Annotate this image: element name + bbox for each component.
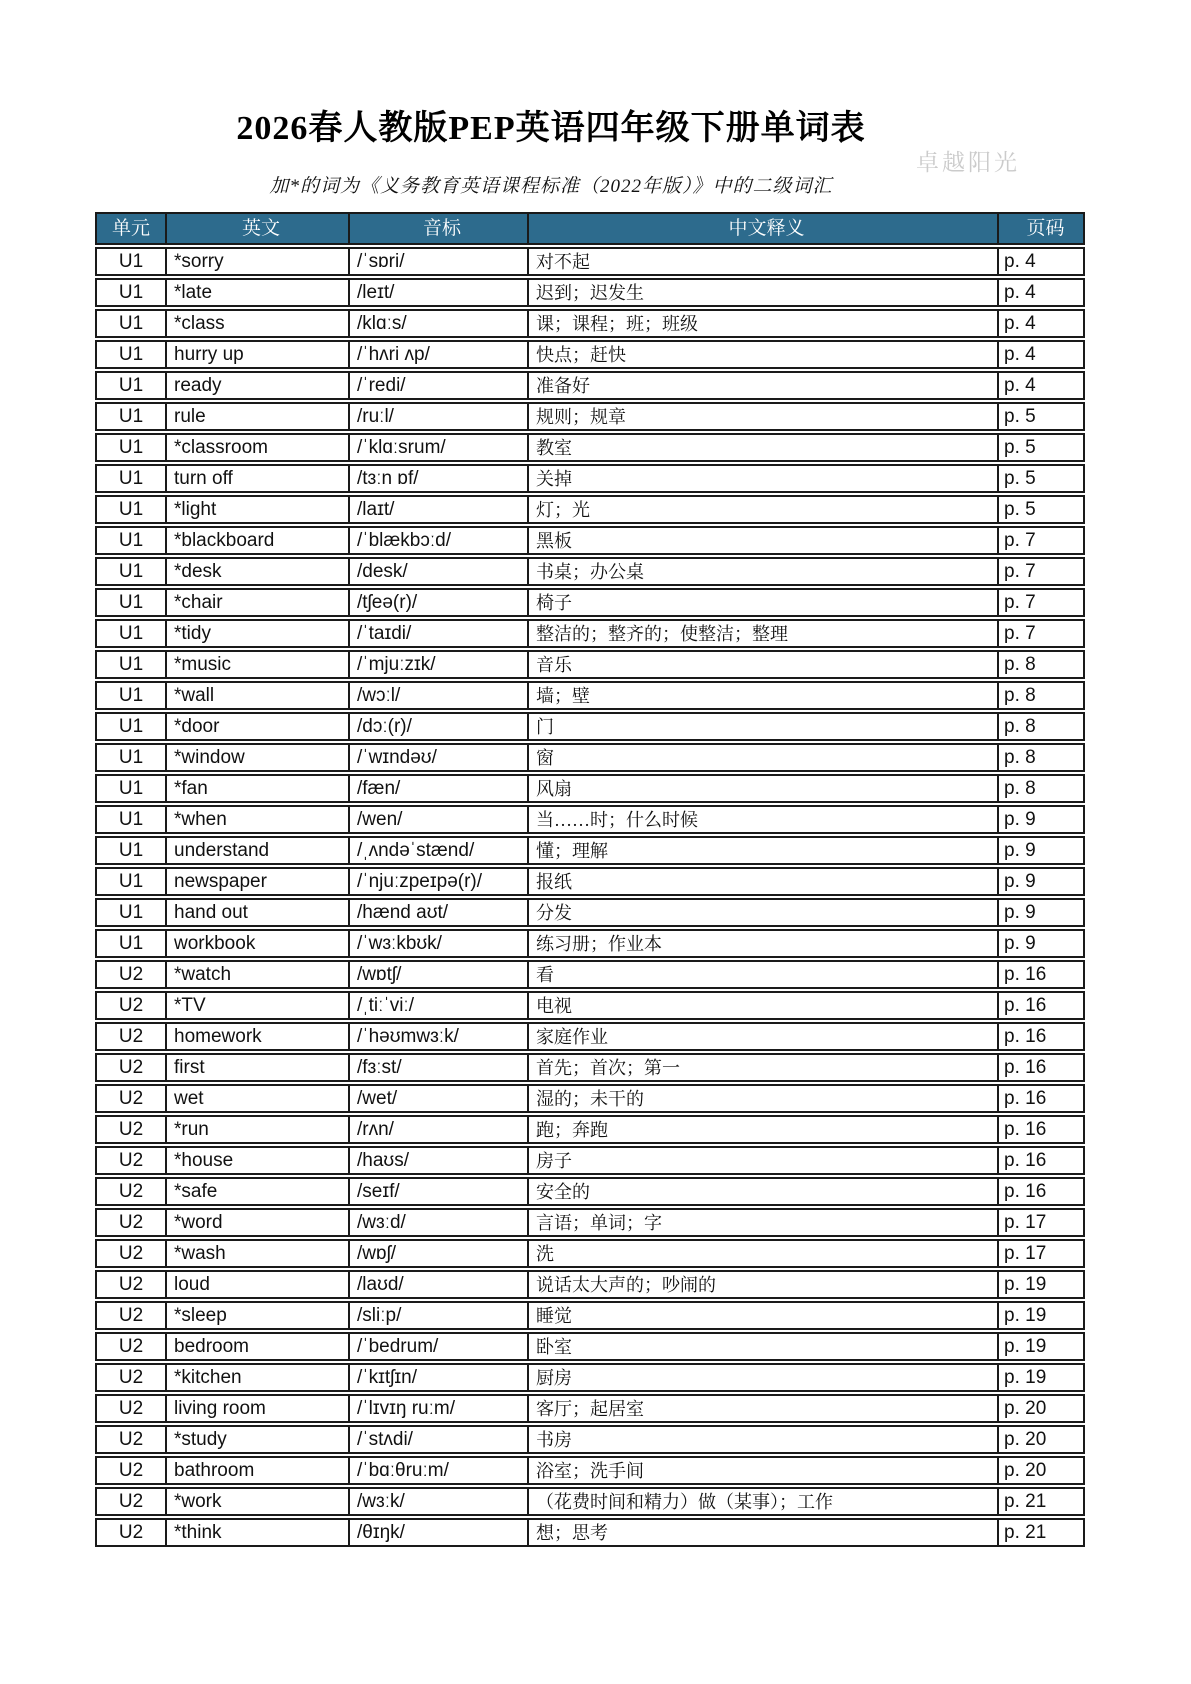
- cell-meaning: 洗: [529, 1241, 999, 1266]
- cell-unit: U2: [97, 1396, 167, 1421]
- cell-english: wet: [167, 1086, 350, 1111]
- cell-meaning: 准备好: [529, 373, 999, 398]
- table-row: [95, 495, 1085, 524]
- cell-unit: U1: [97, 807, 167, 832]
- cell-unit: U1: [97, 435, 167, 460]
- cell-english: *fan: [167, 776, 350, 801]
- table-row: [95, 1363, 1085, 1392]
- cell-english: loud: [167, 1272, 350, 1297]
- cell-english: *classroom: [167, 435, 350, 460]
- cell-unit: U2: [97, 1148, 167, 1173]
- cell-english: *word: [167, 1210, 350, 1235]
- cell-page: p. 7: [1004, 592, 1036, 613]
- cell-page: p. 9: [1004, 840, 1036, 861]
- cell-phonetic: /ˈhəʊmwɜːk/: [350, 1024, 529, 1049]
- cell-page: p. 5: [1004, 437, 1036, 458]
- cell-english: *door: [167, 714, 350, 739]
- cell-page: p. 20: [1004, 1398, 1047, 1419]
- cell-english: *run: [167, 1117, 350, 1142]
- cell-phonetic: /leɪt/: [350, 280, 529, 305]
- cell-unit: U1: [97, 373, 167, 398]
- cell-phonetic: /tɜːn ɒf/: [350, 466, 529, 491]
- column-header-meaning: 中文释义: [529, 214, 999, 243]
- table-row: [95, 1456, 1085, 1485]
- table-row: [95, 1208, 1085, 1237]
- cell-english: *study: [167, 1427, 350, 1452]
- cell-meaning: 电视: [529, 993, 999, 1018]
- cell-page: p. 7: [1004, 530, 1036, 551]
- table-row: [95, 960, 1085, 989]
- cell-unit: U1: [97, 249, 167, 274]
- cell-page: p. 17: [1004, 1212, 1047, 1233]
- cell-english: *tidy: [167, 621, 350, 646]
- cell-unit: U2: [97, 1489, 167, 1514]
- cell-meaning: 懂；理解: [529, 838, 999, 863]
- cell-phonetic: /haʊs/: [350, 1148, 529, 1173]
- table-row: [95, 743, 1085, 772]
- cell-unit: U1: [97, 466, 167, 491]
- cell-english: *think: [167, 1520, 350, 1545]
- cell-phonetic: /desk/: [350, 559, 529, 584]
- cell-meaning: 浴室；洗手间: [529, 1458, 999, 1483]
- table-row: [95, 1425, 1085, 1454]
- cell-phonetic: /ˈtaɪdi/: [350, 621, 529, 646]
- cell-unit: U2: [97, 1117, 167, 1142]
- cell-page: p. 16: [1004, 1088, 1047, 1109]
- cell-english: *TV: [167, 993, 350, 1018]
- cell-phonetic: /ˈwɜːkbʊk/: [350, 931, 529, 956]
- vocabulary-table: [95, 212, 1085, 1549]
- cell-english: *wall: [167, 683, 350, 708]
- cell-meaning: 看: [529, 962, 999, 987]
- cell-meaning: 卧室: [529, 1334, 999, 1359]
- cell-english: *sorry: [167, 249, 350, 274]
- cell-page: p. 9: [1004, 871, 1036, 892]
- cell-english: *when: [167, 807, 350, 832]
- cell-unit: U2: [97, 1055, 167, 1080]
- cell-phonetic: /wet/: [350, 1086, 529, 1111]
- table-row: [95, 619, 1085, 648]
- cell-phonetic: /ˈstʌdi/: [350, 1427, 529, 1452]
- cell-meaning: 教室: [529, 435, 999, 460]
- cell-unit: U2: [97, 1179, 167, 1204]
- table-row: [95, 774, 1085, 803]
- cell-english: first: [167, 1055, 350, 1080]
- table-row: [95, 1115, 1085, 1144]
- cell-page: p. 8: [1004, 654, 1036, 675]
- cell-page: p. 5: [1004, 499, 1036, 520]
- cell-english: *window: [167, 745, 350, 770]
- cell-unit: U1: [97, 652, 167, 677]
- cell-meaning: 分发: [529, 900, 999, 925]
- cell-unit: U2: [97, 1210, 167, 1235]
- cell-english: *music: [167, 652, 350, 677]
- cell-meaning: 安全的: [529, 1179, 999, 1204]
- cell-meaning: 黑板: [529, 528, 999, 553]
- table-row: [95, 1239, 1085, 1268]
- cell-unit: U1: [97, 497, 167, 522]
- cell-unit: U2: [97, 1334, 167, 1359]
- cell-page: p. 19: [1004, 1336, 1047, 1357]
- cell-phonetic: /wɒʃ/: [350, 1241, 529, 1266]
- cell-english: *house: [167, 1148, 350, 1173]
- cell-page: p. 20: [1004, 1429, 1047, 1450]
- cell-page: p. 4: [1004, 251, 1036, 272]
- cell-page: p. 16: [1004, 995, 1047, 1016]
- table-row: [95, 1270, 1085, 1299]
- cell-english: living room: [167, 1396, 350, 1421]
- cell-phonetic: /ˈbedrum/: [350, 1334, 529, 1359]
- cell-phonetic: /seɪf/: [350, 1179, 529, 1204]
- cell-phonetic: /wɜːk/: [350, 1489, 529, 1514]
- cell-unit: U1: [97, 714, 167, 739]
- cell-meaning: 整洁的；整齐的；使整洁；整理: [529, 621, 999, 646]
- table-row: [95, 247, 1085, 276]
- column-header-unit: 单元: [97, 214, 167, 243]
- cell-page: p. 16: [1004, 1150, 1047, 1171]
- cell-english: *class: [167, 311, 350, 336]
- cell-meaning: 墙；壁: [529, 683, 999, 708]
- cell-unit: U2: [97, 1427, 167, 1452]
- table-row: [95, 712, 1085, 741]
- cell-unit: U1: [97, 683, 167, 708]
- table-row: [95, 464, 1085, 493]
- table-row: [95, 526, 1085, 555]
- cell-phonetic: /ˈkɪtʃɪn/: [350, 1365, 529, 1390]
- cell-unit: U2: [97, 1086, 167, 1111]
- table-row: [95, 1487, 1085, 1516]
- table-body: [95, 247, 1085, 1547]
- cell-phonetic: /fæn/: [350, 776, 529, 801]
- title-block: [56, 100, 1046, 198]
- cell-meaning: 门: [529, 714, 999, 739]
- cell-page: p. 17: [1004, 1243, 1047, 1264]
- cell-english: *desk: [167, 559, 350, 584]
- cell-page: p. 16: [1004, 1026, 1047, 1047]
- cell-meaning: 课；课程；班；班级: [529, 311, 999, 336]
- cell-english: homework: [167, 1024, 350, 1049]
- cell-unit: U2: [97, 962, 167, 987]
- cell-page: p. 8: [1004, 778, 1036, 799]
- cell-english: bedroom: [167, 1334, 350, 1359]
- cell-page: p. 8: [1004, 716, 1036, 737]
- table-row: [95, 1146, 1085, 1175]
- cell-english: *safe: [167, 1179, 350, 1204]
- table-row: [95, 650, 1085, 679]
- table-row: [95, 681, 1085, 710]
- cell-meaning: 首先；首次；第一: [529, 1055, 999, 1080]
- cell-meaning: 快点；赶快: [529, 342, 999, 367]
- cell-meaning: 迟到；迟发生: [529, 280, 999, 305]
- table-row: [95, 1394, 1085, 1423]
- cell-meaning: 房子: [529, 1148, 999, 1173]
- table-row: [95, 278, 1085, 307]
- table-row: [95, 898, 1085, 927]
- cell-english: *late: [167, 280, 350, 305]
- cell-phonetic: /dɔː(r)/: [350, 714, 529, 739]
- cell-english: *light: [167, 497, 350, 522]
- cell-phonetic: /laʊd/: [350, 1272, 529, 1297]
- cell-meaning: 练习册；作业本: [529, 931, 999, 956]
- cell-english: ready: [167, 373, 350, 398]
- cell-phonetic: /ˈhʌri ʌp/: [350, 342, 529, 367]
- cell-unit: U2: [97, 1365, 167, 1390]
- cell-page: p. 7: [1004, 561, 1036, 582]
- cell-english: workbook: [167, 931, 350, 956]
- table-row: [95, 557, 1085, 586]
- cell-page: p. 5: [1004, 468, 1036, 489]
- cell-english: *wash: [167, 1241, 350, 1266]
- cell-phonetic: /wen/: [350, 807, 529, 832]
- cell-phonetic: /ˈwɪndəʊ/: [350, 745, 529, 770]
- cell-phonetic: /hænd aʊt/: [350, 900, 529, 925]
- cell-unit: U2: [97, 1303, 167, 1328]
- cell-unit: U2: [97, 1272, 167, 1297]
- table-row: [95, 1301, 1085, 1330]
- table-row: [95, 402, 1085, 431]
- cell-phonetic: /wɜːd/: [350, 1210, 529, 1235]
- cell-meaning: 当……时；什么时候: [529, 807, 999, 832]
- cell-page: p. 8: [1004, 747, 1036, 768]
- table-row: [95, 805, 1085, 834]
- table-row: [95, 1022, 1085, 1051]
- cell-meaning: 书房: [529, 1427, 999, 1452]
- table-row: [95, 1332, 1085, 1361]
- table-row: [95, 340, 1085, 369]
- cell-meaning: 家庭作业: [529, 1024, 999, 1049]
- table-row: [95, 1084, 1085, 1113]
- table-row: [95, 371, 1085, 400]
- cell-phonetic: /klɑːs/: [350, 311, 529, 336]
- cell-page: p. 21: [1004, 1522, 1047, 1543]
- cell-meaning: （花费时间和精力）做（某事）；工作: [529, 1489, 999, 1514]
- cell-page: p. 4: [1004, 313, 1036, 334]
- cell-phonetic: /ˌʌndəˈstænd/: [350, 838, 529, 863]
- cell-meaning: 规则；规章: [529, 404, 999, 429]
- watermark: 卓越阳光: [916, 150, 1020, 175]
- cell-page: p. 19: [1004, 1367, 1047, 1388]
- cell-page: p. 5: [1004, 406, 1036, 427]
- cell-unit: U1: [97, 311, 167, 336]
- cell-english: newspaper: [167, 869, 350, 894]
- cell-english: *watch: [167, 962, 350, 987]
- cell-page: p. 16: [1004, 1181, 1047, 1202]
- cell-english: understand: [167, 838, 350, 863]
- cell-unit: U1: [97, 869, 167, 894]
- cell-meaning: 厨房: [529, 1365, 999, 1390]
- cell-phonetic: /θɪŋk/: [350, 1520, 529, 1545]
- cell-meaning: 书桌；办公桌: [529, 559, 999, 584]
- table-row: [95, 991, 1085, 1020]
- page-title: 2026春人教版PEP英语四年级下册单词表: [236, 110, 866, 147]
- cell-meaning: 客厅；起居室: [529, 1396, 999, 1421]
- cell-unit: U1: [97, 280, 167, 305]
- cell-meaning: 报纸: [529, 869, 999, 894]
- cell-phonetic: /wɔːl/: [350, 683, 529, 708]
- cell-english: *blackboard: [167, 528, 350, 553]
- cell-unit: U2: [97, 1458, 167, 1483]
- cell-english: turn off: [167, 466, 350, 491]
- table-row: [95, 309, 1085, 338]
- cell-phonetic: /ˈklɑːsrum/: [350, 435, 529, 460]
- cell-unit: U1: [97, 776, 167, 801]
- cell-meaning: 椅子: [529, 590, 999, 615]
- cell-page: p. 9: [1004, 809, 1036, 830]
- column-header-page: 页码: [1026, 218, 1065, 239]
- cell-page: p. 19: [1004, 1305, 1047, 1326]
- cell-english: *chair: [167, 590, 350, 615]
- cell-meaning: 音乐: [529, 652, 999, 677]
- cell-phonetic: /laɪt/: [350, 497, 529, 522]
- cell-unit: U1: [97, 745, 167, 770]
- cell-unit: U1: [97, 590, 167, 615]
- cell-unit: U1: [97, 404, 167, 429]
- cell-page: p. 9: [1004, 902, 1036, 923]
- table-row: [95, 1518, 1085, 1547]
- cell-unit: U2: [97, 1024, 167, 1049]
- cell-meaning: 灯；光: [529, 497, 999, 522]
- cell-page: p. 8: [1004, 685, 1036, 706]
- table-row: [95, 1053, 1085, 1082]
- cell-unit: U1: [97, 900, 167, 925]
- cell-unit: U2: [97, 993, 167, 1018]
- cell-meaning: 说话太大声的；吵闹的: [529, 1272, 999, 1297]
- cell-page: p. 7: [1004, 623, 1036, 644]
- cell-page: p. 4: [1004, 375, 1036, 396]
- cell-phonetic: /ˈnjuːzpeɪpə(r)/: [350, 869, 529, 894]
- table-row: [95, 433, 1085, 462]
- cell-page: p. 20: [1004, 1460, 1047, 1481]
- cell-phonetic: /wɒtʃ/: [350, 962, 529, 987]
- cell-page: p. 9: [1004, 933, 1036, 954]
- cell-meaning: 对不起: [529, 249, 999, 274]
- cell-unit: U1: [97, 342, 167, 367]
- cell-page: p. 19: [1004, 1274, 1047, 1295]
- cell-english: *kitchen: [167, 1365, 350, 1390]
- table-row: [95, 1177, 1085, 1206]
- cell-meaning: 风扇: [529, 776, 999, 801]
- table-row: [95, 929, 1085, 958]
- cell-page: p. 16: [1004, 1057, 1047, 1078]
- column-header-phonetic: 音标: [350, 214, 529, 243]
- cell-phonetic: /fɜːst/: [350, 1055, 529, 1080]
- cell-phonetic: /ˈsɒri/: [350, 249, 529, 274]
- cell-english: *work: [167, 1489, 350, 1514]
- cell-page: p. 16: [1004, 964, 1047, 985]
- cell-phonetic: /ˌtiːˈviː/: [350, 993, 529, 1018]
- cell-unit: U1: [97, 528, 167, 553]
- cell-meaning: 言语；单词；字: [529, 1210, 999, 1235]
- page-subtitle: 加*的词为《义务教育英语课程标准（2022年版）》中的二级词汇: [269, 176, 833, 197]
- cell-meaning: 跑；奔跑: [529, 1117, 999, 1142]
- cell-phonetic: /ˈblækbɔːd/: [350, 528, 529, 553]
- cell-meaning: 睡觉: [529, 1303, 999, 1328]
- cell-english: bathroom: [167, 1458, 350, 1483]
- cell-phonetic: /ˈmjuːzɪk/: [350, 652, 529, 677]
- table-row: [95, 588, 1085, 617]
- cell-unit: U1: [97, 621, 167, 646]
- cell-unit: U2: [97, 1241, 167, 1266]
- cell-page: p. 21: [1004, 1491, 1047, 1512]
- cell-phonetic: /ˈredi/: [350, 373, 529, 398]
- cell-phonetic: /ˈlɪvɪŋ ruːm/: [350, 1396, 529, 1421]
- cell-meaning: 湿的；未干的: [529, 1086, 999, 1111]
- cell-unit: U1: [97, 559, 167, 584]
- table-row: [95, 867, 1085, 896]
- cell-unit: U1: [97, 838, 167, 863]
- cell-unit: U2: [97, 1520, 167, 1545]
- cell-english: hand out: [167, 900, 350, 925]
- table-row: [95, 836, 1085, 865]
- cell-unit: U1: [97, 931, 167, 956]
- cell-phonetic: /ruːl/: [350, 404, 529, 429]
- cell-page: p. 4: [1004, 282, 1036, 303]
- cell-meaning: 关掉: [529, 466, 999, 491]
- cell-english: *sleep: [167, 1303, 350, 1328]
- cell-phonetic: /rʌn/: [350, 1117, 529, 1142]
- cell-meaning: 窗: [529, 745, 999, 770]
- column-header-english: 英文: [167, 214, 350, 243]
- cell-english: hurry up: [167, 342, 350, 367]
- cell-phonetic: /sliːp/: [350, 1303, 529, 1328]
- cell-meaning: 想；思考: [529, 1520, 999, 1545]
- cell-page: p. 4: [1004, 344, 1036, 365]
- cell-phonetic: /tʃeə(r)/: [350, 590, 529, 615]
- cell-page: p. 16: [1004, 1119, 1047, 1140]
- cell-english: rule: [167, 404, 350, 429]
- cell-phonetic: /ˈbɑːθruːm/: [350, 1458, 529, 1483]
- table-header-row: [95, 212, 1085, 245]
